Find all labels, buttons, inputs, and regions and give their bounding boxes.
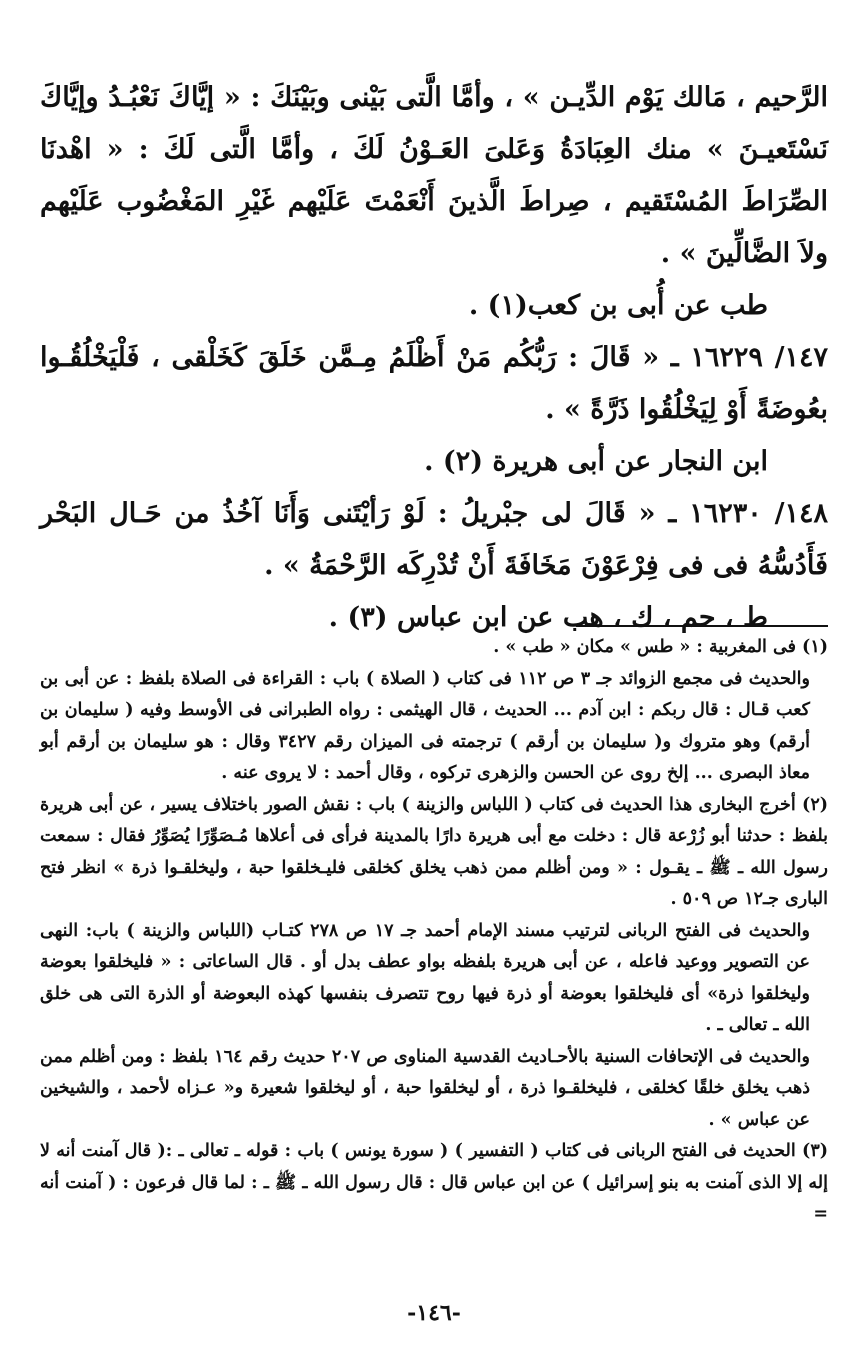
footnote-2-detail: والحديث فى الفتح الربانى لترتيب مسند الإمام أحمد جـ ١٧ ص ٢٧٨ كتـاب (اللباس والزينة ) باب: النهى عن التصوير ووعيد فاعله ، عن أبى هريرة بلفظه بواو عطف بدل أو . قال الساعاتى : « فليخلقوا بعوضة وليخلقوا ذرة» أى فليخلقوا بعوضة أو ذرة فيها روح تتصرف بنفسها كهذه البعوضة أو الذرة التى هى خلق الله ـ تعالى ـ . (40, 920, 810, 1035)
footnote-divider (576, 625, 828, 627)
hadith-text-continuation: الرَّحيم ، مَالك يَوْم الدِّيـن » ، وأمَّا الَّتى بَيْنى وبَيْنَكَ : « إيَّاكَ نَعْبُـدُ وإيَّاكَ نَسْتَعيـنَ » منك العِبَادَةُ وَعَلىَ العَـوْنُ لَكَ ، وأمَّا الَّتى لَكَ : « اهْدنَا الصِّرَاطَ المُسْتَقيم ، صِراطَ الَّذينَ أَنْعَمْتَ عَلَيْهم غَيْرِ المَغْضُوب عَلَيْهم ولاَ الضَّالِّينَ » . (40, 82, 828, 269)
footnote-2-detail: والحديث فى الإتحافات السنية بالأحـاديث القدسية المناوى ص ٢٠٧ حديث رقم ١٦٤ بلفظ : ومن أظلم ممن ذهب يخلق خلقًا كخلقى ، فليخلقـوا ذرة ، أو ليخلقوا حبة ، أو ليخلقوا شعيرة و« عـزاه لأحمد ، والشيخين عن عباس » . (40, 1046, 810, 1130)
footnotes (40, 632, 828, 1231)
hadith-source: طب عن أُبى بن كعب(١) . (468, 290, 768, 321)
hadith-147: ١٤٧/ ١٦٢٢٩ ـ « قَالَ : رَبُّكُم مَنْ أَظْلَمُ مِـمَّن خَلَقَ كَخَلْقى ، فَلْيَخْلُقُـوا بعُوضَةً أَوْ لِيَخْلُقُوا ذَرَّةً » . (40, 342, 828, 425)
footnote-1: (١) فى المغربية : « طس » مكان « طب » . (493, 637, 828, 657)
hadith-source: ابن النجار عن أبى هريرة (٢) . (424, 446, 768, 477)
footnote-1-detail: والحديث فى مجمع الزوائد جـ ٣ ص ١١٢ فى كتاب ( الصلاة ) باب : القراءة فى الصلاة بلفظ : عن أبى بن كعب قـال : قال ربكم : ابن آدم ... الحديث ، قال الهيثمى : رواه الطبرانى فى الأوسط وفيه ( سليمان بن أرقم) وهو متروك و( سليمان بن أرقم ) ترجمته فى الميزان رقم ٣٤٢٧ وقال : هو سليمان بن أرقم أبو معاذ البصرى ... إلخ روى عن الحسن والزهرى تركوه ، وقال أحمد : لا يروى عنه . (40, 668, 811, 783)
main-text (40, 72, 828, 644)
hadith-148: ١٤٨/ ١٦٢٣٠ ـ « قَالَ لى جبْريلُ : لَوْ رَأيْتَنى وَأَنَا آخُذُ من حَـال البَحْر فَأَدُسُّهُ فى فى فِرْعَوْنَ مَخَافَةَ أَنْ تُدْرِكَه الرَّحْمَةُ » . (40, 498, 828, 581)
page-number: -١٤٦- (407, 1300, 461, 1326)
hadith-source: ط ، حم ، ك ، هب عن ابن عباس (٣) . (328, 602, 768, 633)
footnote-3: (٣) الحديث فى الفتح الربانى فى كتاب ( التفسير ) ( سورة يونس ) باب : قوله ـ تعالى ـ :( قال آمنت أنه لا إله إلا الذى آمنت به بنو إسرائيل ) عن ابن عباس قال : قال رسول الله ـ ﷺ ـ : لما قال فرعون : ( آمنت أنه = (40, 1141, 828, 1224)
footnote-2: (٢) أخرج البخارى هذا الحديث فى كتاب ( اللباس والزينة ) باب : نقش الصور باختلاف يسير ، عن أبى هريرة بلفظ : حدثنا أبو زُرْعة قال : دخلت مع أبى هريرة دارًا بالمدينة فرأى فى أعلاها مُـصَوِّرًا يُصَوِّرُ فقال : سمعت رسول الله ـ ﷺ ـ يقـول : « ومن أظلم ممن ذهب يخلق كخلقى فليـخلقوا حبة ، وليخلقـوا ذرة » انظر فتح البارى جـ١٢ ص ٥٠٩ . (40, 794, 828, 909)
